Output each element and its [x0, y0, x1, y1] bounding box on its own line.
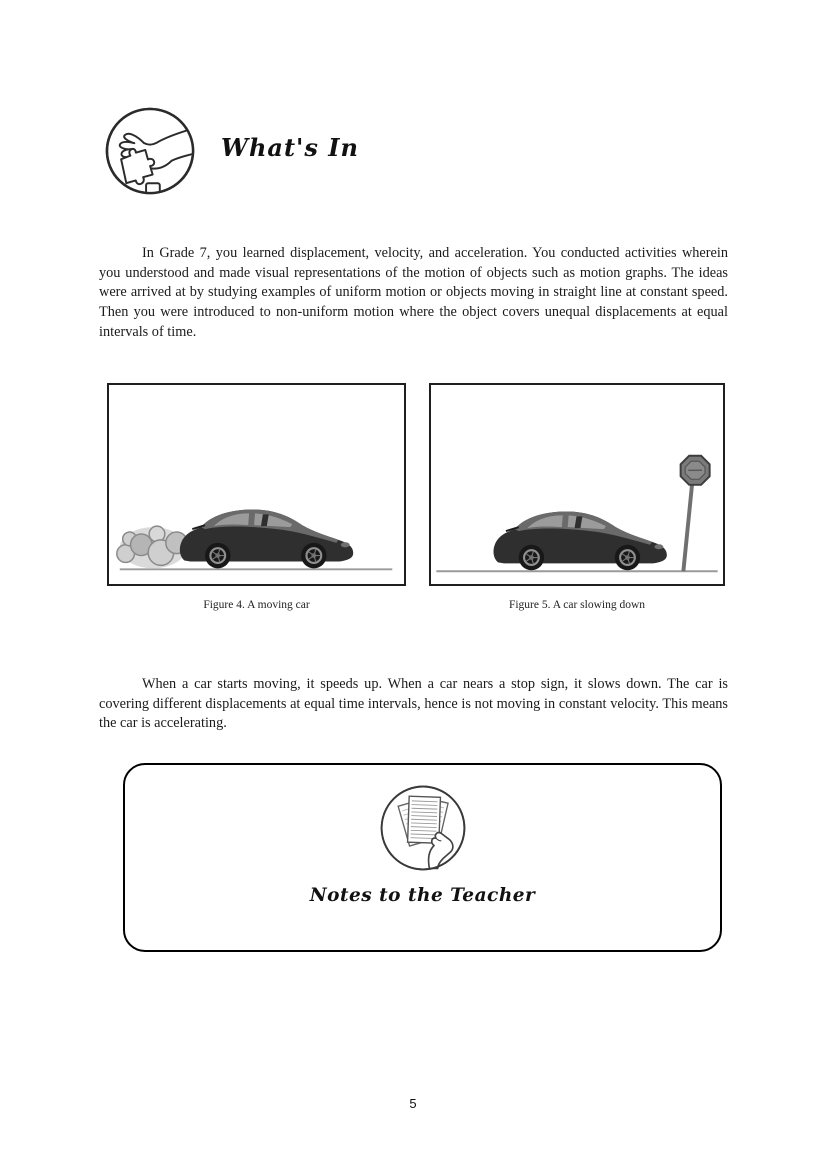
page-number: 5: [409, 1096, 417, 1111]
car-stop-sign-illustration: [431, 385, 723, 584]
stop-sign: [681, 456, 710, 571]
moving-car-illustration: [109, 385, 404, 584]
intro-paragraph: In Grade 7, you learned displacement, velocity, and acceleration. You conducted activities wherein you understood and made visual representations of the motion of objects such as motion graphs. The ideas were arrived at by studying examples of uniform motion or objects moving in straight line at constant speed. Then you were introduced to non-uniform motion where the object covers unequal displacements at equal intervals of time.: [99, 245, 728, 340]
figure-4-caption: Figure 4. A moving car: [203, 599, 310, 611]
hand-holding-lined-papers-icon: [377, 782, 469, 874]
notes-box-title: Notes to the Teacher: [309, 885, 536, 906]
figure-5: [429, 383, 725, 611]
exhaust-smoke: [117, 526, 188, 568]
figure-4: [107, 383, 406, 611]
notes-to-teacher-box: [123, 763, 722, 952]
hand-placing-puzzle-piece-icon: [103, 106, 197, 196]
figure-5-frame: [429, 383, 725, 586]
body-paragraph: When a car starts moving, it speeds up. When a car nears a stop sign, it slows down. The car is covering different displacements at equal time intervals, hence is not moving in constant velocity. This means the car is accelerating.: [99, 676, 728, 732]
figure-4-frame: [107, 383, 406, 586]
figure-5-caption: Figure 5. A car slowing down: [508, 599, 646, 611]
page-title: What's In: [221, 133, 359, 162]
